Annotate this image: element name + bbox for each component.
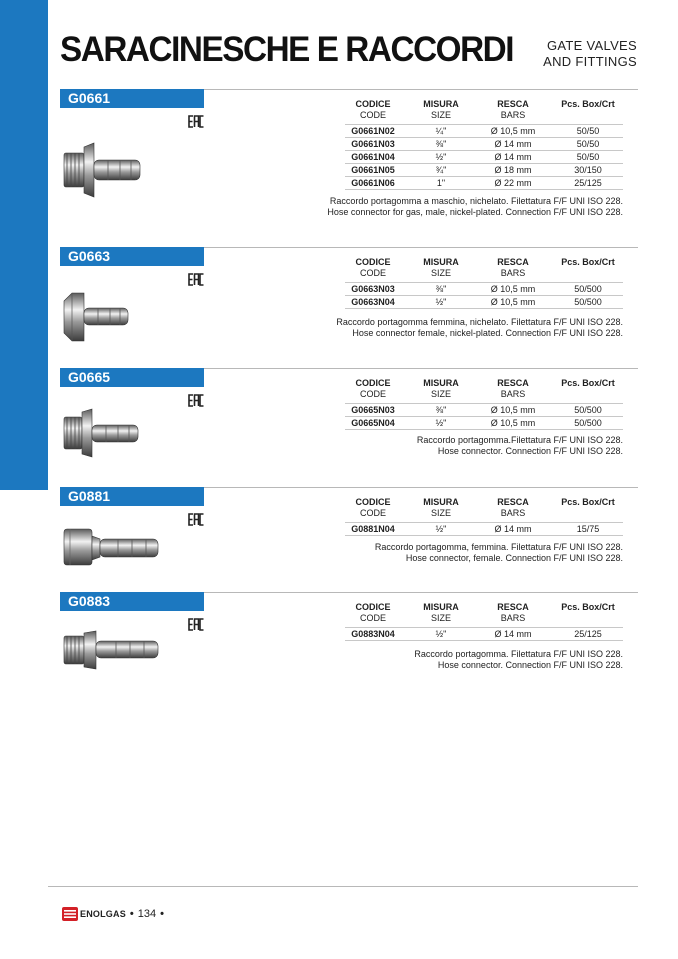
section-label: G0883 [60,592,204,611]
row-size: 1" [436,178,446,188]
column-header-code: CODICE CODE [355,497,391,518]
page-footer [62,907,168,921]
row-box: 50/500 [574,405,602,415]
row-divider [345,189,623,190]
row-bars: Ø 14 mm [494,629,532,639]
column-header-bars: RESCA BARS [497,99,529,120]
row-box: 50/50 [576,152,600,162]
column-header-code: CODICE CODE [355,257,391,278]
description-english: Hose connector. Connection F/F UNI ISO 228. [437,660,623,670]
row-bars: Ø 10,5 mm [490,284,536,294]
footer-divider [48,886,638,887]
row-code: G0661N03 [351,139,395,149]
row-bars: Ø 22 mm [494,178,532,188]
row-bars: Ø 10,5 mm [490,418,536,428]
row-size: ¼" [435,126,447,136]
row-code: G0881N04 [351,524,395,534]
column-header-box: Pcs. Box/Crt [561,378,615,388]
row-box: 50/50 [576,139,600,149]
column-header-code: CODICE CODE [355,378,391,399]
row-code: G0665N03 [351,405,395,415]
row-code: G0661N04 [351,152,395,162]
row-size: ⅜" [435,284,447,294]
row-bars: Ø 14 mm [494,524,532,534]
column-header-bars: RESCA BARS [497,602,529,623]
row-box: 50/50 [576,126,600,136]
page-title: SARACINESCHE E RACCORDI [60,30,514,69]
description-italian: Raccordo portagomma.Filettatura F/F UNI ISO 228. [416,435,623,445]
row-box: 25/125 [574,629,602,639]
product-description [375,542,623,564]
description-english: Hose connector female, nickel-plated. Connection F/F UNI ISO 228. [352,328,623,338]
section-label: G0661 [60,89,204,108]
row-code: G0663N04 [351,297,395,307]
column-header-bars: RESCA BARS [497,497,529,518]
column-header-box: Pcs. Box/Crt [561,257,615,267]
row-divider [345,429,623,430]
row-size: ½" [435,524,447,534]
row-size: ⅜" [435,139,447,149]
footer-brand: ENOLGAS [80,909,126,919]
page-number: 134 [137,908,157,920]
description-italian: Raccordo portagomma a maschio, nichelato. Filettatura F/F UNI ISO 228. [329,196,623,206]
row-code: G0663N03 [351,284,395,294]
eac-mark-icon [188,513,204,526]
section-label: G0663 [60,247,204,266]
description-english: Hose connector, female. Connection F/F UNI ISO 228. [405,553,623,563]
column-header-size: MISURA SIZE [423,602,459,623]
footer-bullet: • [129,908,134,920]
subtitle-line-1: GATE VALVES [547,38,637,53]
row-bars: Ø 10,5 mm [490,126,536,136]
column-header-code: CODICE CODE [355,99,391,120]
row-size: ½" [435,297,447,307]
column-header-size: MISURA SIZE [423,378,459,399]
row-size: ½" [435,418,447,428]
description-italian: Raccordo portagomma. Filettatura F/F UNI ISO 228. [414,649,623,659]
column-header-bars: RESCA BARS [497,378,529,399]
row-box: 30/150 [574,165,602,175]
eac-mark-icon [188,394,204,407]
column-header-box: Pcs. Box/Crt [561,602,615,612]
eac-mark-icon [188,273,204,286]
row-code: G0661N02 [351,126,395,136]
row-size: ½" [435,629,447,639]
column-header-box: Pcs. Box/Crt [561,99,615,109]
column-header-size: MISURA SIZE [423,257,459,278]
product-description [417,435,623,457]
row-code: G0883N04 [351,629,395,639]
row-code: G0661N05 [351,165,395,175]
column-header-code: CODICE CODE [355,602,391,623]
row-box: 50/500 [574,284,602,294]
row-size: ¾" [435,165,447,175]
subtitle-line-2: AND FITTINGS [543,54,637,69]
row-size: ½" [435,152,447,162]
row-box: 50/500 [574,297,602,307]
column-header-size: MISURA SIZE [423,497,459,518]
row-bars: Ø 18 mm [494,165,532,175]
eac-mark-icon [188,115,204,128]
enolgas-logo-icon [62,907,78,921]
male-hose-connector-image [62,630,162,670]
row-code: G0661N06 [351,178,395,188]
female-hose-connector-image [62,527,162,567]
column-header-box: Pcs. Box/Crt [561,497,615,507]
section-label: G0665 [60,368,204,387]
description-english: Hose connector for gas, male, nickel-plated. Connection F/F UNI ISO 228. [327,207,623,217]
description-english: Hose connector. Connection F/F UNI ISO 228. [437,446,623,456]
row-size: ⅜" [435,405,447,415]
product-description [336,317,623,339]
section-label: G0881 [60,487,204,506]
male-hose-connector-image [62,408,142,458]
row-box: 15/75 [576,524,600,534]
row-bars: Ø 14 mm [494,152,532,162]
column-header-bars: RESCA BARS [497,257,529,278]
row-code: G0665N04 [351,418,395,428]
row-bars: Ø 10,5 mm [490,405,536,415]
row-bars: Ø 10,5 mm [490,297,536,307]
row-divider [345,308,623,309]
column-header-size: MISURA SIZE [423,99,459,120]
row-box: 50/500 [574,418,602,428]
page-subtitle [543,38,637,70]
female-hose-connector-image [62,291,132,343]
product-description [414,649,623,671]
footer-bullet: • [160,908,164,920]
description-italian: Raccordo portagomma, femmina. Filettatura F/F UNI ISO 228. [374,542,623,552]
row-bars: Ø 14 mm [494,139,532,149]
male-hose-connector-image [62,141,144,199]
eac-mark-icon [188,618,204,631]
row-divider [345,640,623,641]
side-accent-bar [0,0,48,490]
product-description [327,196,623,218]
row-box: 25/125 [574,178,602,188]
row-divider [345,535,623,536]
description-italian: Raccordo portagomma femmina, nichelato. Filettatura F/F UNI ISO 228. [336,317,623,327]
